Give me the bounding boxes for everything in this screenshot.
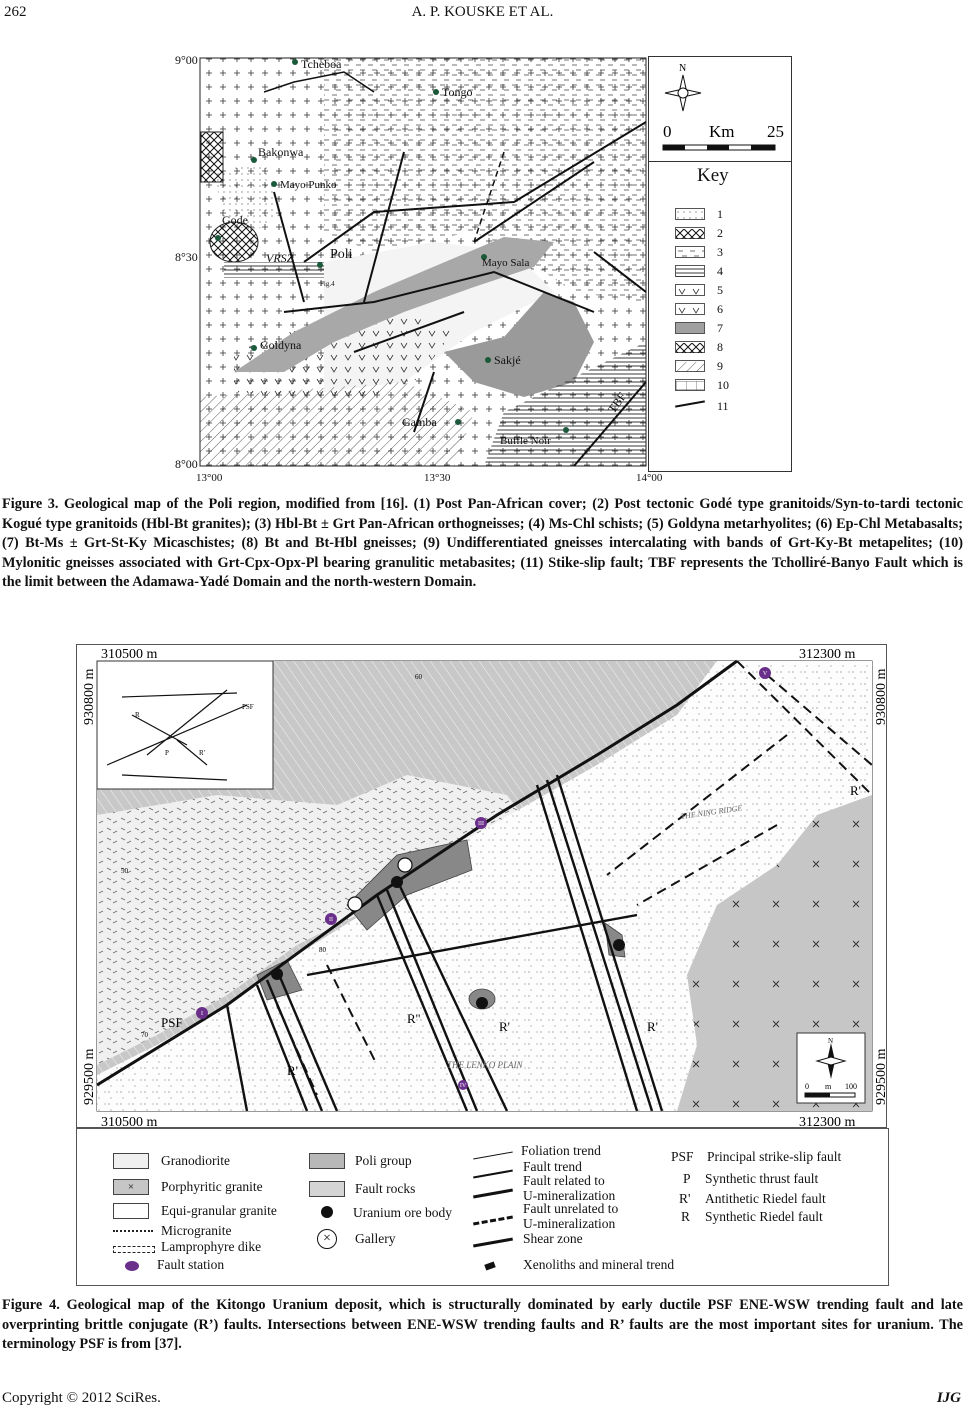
label-ning-ridge: THE NING RIDGE (680, 803, 743, 821)
place-gode: Gode (222, 213, 248, 227)
page-number: 262 (4, 4, 27, 20)
coord-bot-left: 310500 m (101, 1115, 158, 1130)
legend-fault-station: Fault station (157, 1257, 225, 1272)
legend-fault-unrelated: Fault unrelated to U-mineralization (523, 1201, 619, 1231)
scale-unit: m (825, 1082, 832, 1091)
label-psf: PSF (161, 1015, 183, 1030)
legend-porphyritic-granite: Porphyritic granite (161, 1179, 263, 1194)
figure-4-map (76, 644, 887, 1128)
legend-lamprophyre-dike: Lamprophyre dike (161, 1239, 262, 1254)
lon-13-00: 13°00 (196, 472, 223, 484)
key-title: Key (697, 165, 729, 186)
figure-3-caption: Figure 3. Geological map of the Poli region, modified from [16]. (1) Post Pan-African cover; (2) Post tectonic Godé type granitoids/Syn-to-tardi tectonic Kogué type granitoids (Hbl-Bt granites); (3) Hbl-Bt ± Grt Pan-African orthogneisses; (4) Ms-Chl schists; (5) Goldyna metarhyolites; (6) Ep-Chl Metabasalts; (7) Bt-Ms ± Grt-St-Ky Micaschistes; (8) Bt and Bt-Hbl gneisses; (9) Undifferentiated gneisses intercalating with bands of Grt-Ky-Bt metapelites; (10) Mylonitic gneisses associated with Grt-Cpx-Opx-Pl bearing granulitic metabasites; (11) Stike-slip fault; TBF represents the Tcholliré-Banyo Fault which is the limit between the Adamawa-Yadé Domain and the north-western Domain. (2, 496, 963, 590)
abbr-r: R (681, 1209, 691, 1224)
uranium-icon (321, 1206, 333, 1218)
legend-granodiorite: Granodiorite (161, 1153, 230, 1168)
scale-north: N (828, 1037, 834, 1045)
scale-start: 0 (663, 122, 672, 141)
lon-13-30: 13°30 (424, 472, 451, 484)
lon-14-00: 14°00 (636, 472, 663, 484)
gallery-icon: × (317, 1229, 337, 1249)
scale-end: 100 (845, 1082, 857, 1091)
label-lenko-plain: THE LENKO PLAIN (447, 1060, 523, 1070)
station-iii: III (478, 821, 484, 827)
label-r-prime-1: R' (287, 1063, 299, 1078)
geological-map-kitongo (77, 645, 888, 1129)
abbr-psf-text: Principal strike-slip fault (707, 1149, 842, 1164)
fault-trend-symbol (473, 1170, 513, 1179)
figure-4-caption: Figure 4. Geological map of the Kitongo Uranium deposit, which is structurally dominated by early ductile PSF ENE-WSW trending fault and late overprinting brittle conjugate (R’) faults. Intersections between ENE-WSW trending faults and R’ faults are the most important sites for uranium. The terminology PSF is from [37]. (2, 1297, 963, 1352)
inset-psf: PSF (242, 703, 254, 711)
legend-poli-group: Poli group (355, 1153, 412, 1168)
abbr-r-prime-text: Antithetic Riedel fault (705, 1191, 826, 1206)
scale-unit: Km (709, 122, 735, 141)
compass-rose-icon (649, 57, 791, 153)
lat-9-00: 9°00 (175, 53, 198, 67)
figure-3-map (174, 52, 794, 484)
legend-foliation-trend: Foliation trend (521, 1143, 601, 1158)
station-iv: IV (459, 1083, 467, 1089)
fault-related-symbol (473, 1189, 513, 1199)
fault-unrelated-symbol (473, 1216, 513, 1226)
inset-r: R (135, 711, 140, 719)
journal-abbr: IJG (936, 1390, 961, 1406)
legend-shear-zone: Shear zone (523, 1231, 583, 1246)
label-dip-60: 60 (415, 673, 422, 681)
legend-fault-trend: Fault trend (523, 1159, 582, 1174)
label-dip-80: 80 (319, 946, 326, 954)
legend-equigranular-granite: Equi-granular granite (161, 1203, 277, 1218)
place-mayo-sala: Mayo Sala (482, 257, 530, 269)
coord-left-bot: 929500 m (82, 1048, 97, 1105)
lat-8-00: 8°00 (175, 457, 198, 471)
place-tbf: TBF (604, 389, 630, 416)
label-r-double-prime: R'' (407, 1011, 421, 1026)
place-bakonwa: Bakonwa (258, 145, 304, 159)
scale-zero: 0 (805, 1082, 809, 1091)
xenolith-symbol (484, 1261, 495, 1270)
place-vrsz: VRSZ (266, 251, 294, 265)
running-title: A. P. KOUSKE ET AL. (411, 4, 554, 20)
place-tongo: Tongo (442, 85, 473, 99)
figure-4-legend: Granodiorite × Porphyritic granite Equi-granular granite Microgranite Lamprophyre dike Fault station Poli group Fault rocks Uranium ore body × Gallery Foliation trend Fault trend Fault related to U-mineralization Fault unrelated to U-mineralization Shear zone Xenoliths and mineral trend PSF Principal strike-slip fault P Synthetic thrust fault R' Antithetic Riedel fault R Synthetic Riedel fault (76, 1128, 889, 1286)
place-goldyna: Goldyna (260, 338, 302, 352)
place-mayo-punko: Mayo Punko (280, 179, 337, 191)
foliation-symbol (473, 1152, 513, 1160)
copyright: Copyright © 2012 SciRes. (2, 1390, 161, 1406)
inset-rp: R' (199, 749, 205, 757)
station-ii: II (329, 917, 333, 923)
coord-top-right: 312300 m (799, 647, 856, 662)
coord-right-top: 930800 m (874, 668, 889, 725)
coord-right-bot: 929500 m (874, 1048, 889, 1105)
figure-3-key: N 0 Km 25 Key 1 2 3 4 5 6 7 8 9 10 11 (648, 56, 792, 472)
label-r-prime-3: R' (647, 1019, 659, 1034)
abbr-p: P (683, 1171, 691, 1186)
place-gamba: Gamba (402, 415, 437, 429)
fault-station-icon (125, 1261, 139, 1271)
coord-bot-right: 312300 m (799, 1115, 856, 1130)
legend-fault-rocks: Fault rocks (355, 1181, 416, 1196)
place-poli: Poli (330, 247, 353, 262)
inset-p: P (165, 749, 169, 757)
label-dip-70: 70 (141, 1031, 148, 1039)
lamprophyre-symbol (113, 1246, 155, 1253)
place-sakje: Sakjé (494, 353, 521, 367)
abbr-r-text: Synthetic Riedel fault (705, 1209, 823, 1224)
legend-xenoliths: Xenoliths and mineral trend (523, 1257, 675, 1272)
shear-zone-symbol (473, 1238, 513, 1248)
scale-end: 25 (767, 122, 784, 141)
legend-fault-related: Fault related to U-mineralization (523, 1173, 616, 1203)
abbr-r-prime: R' (679, 1191, 691, 1206)
abbr-psf: PSF (671, 1149, 694, 1164)
station-i: I (201, 1011, 203, 1017)
lat-8-30: 8°30 (175, 250, 198, 264)
place-buffle-noir: Buffle Noir (500, 435, 551, 447)
label-r-prime-2: R' (499, 1019, 511, 1034)
page-header (0, 0, 965, 30)
place-fig4: Fig.4 (320, 280, 335, 288)
legend-gallery: Gallery (355, 1231, 396, 1246)
coord-top-left: 310500 m (101, 647, 158, 662)
microgranite-symbol (113, 1230, 153, 1232)
coord-left-top: 930800 m (82, 668, 97, 725)
legend-uranium-ore-body: Uranium ore body (353, 1205, 452, 1220)
station-v: V (762, 671, 768, 677)
abbr-p-text: Synthetic thrust fault (705, 1171, 819, 1186)
place-tcheboa: Tcheboa (301, 57, 342, 71)
label-r-prime-4: R' (850, 783, 862, 798)
legend-microgranite: Microgranite (161, 1223, 232, 1238)
label-dip-50: 50 (121, 867, 128, 875)
svg-text:N: N (679, 63, 687, 74)
